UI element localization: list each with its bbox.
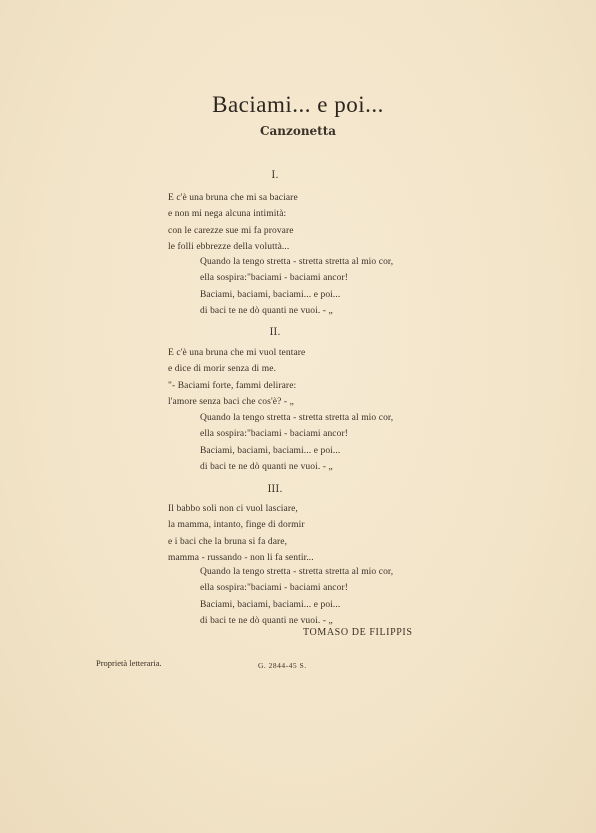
verse-line: con le carezze sue mi fa provare	[168, 225, 294, 236]
stanza-2-numeral: II.	[269, 327, 281, 338]
stanza-2-refrain	[200, 410, 393, 476]
verse-line: le folli ebbrezze della voluttà...	[168, 242, 290, 253]
verse-line: mamma - russando - non li fa sentir...	[168, 553, 314, 564]
verse-line: E c'è una bruna che mi vuol tentare	[168, 348, 306, 358]
verse-line: "- Baciami forte, fammi delirare:	[168, 380, 297, 391]
stanza-3-numeral: III.	[267, 484, 283, 495]
refrain-line: Quando la tengo stretta - stretta stretta al mio cor,	[200, 567, 394, 577]
verse-line: Il babbo soli non ci vuol lasciare,	[168, 504, 298, 514]
refrain-line: Baciami, baciami, baciami... e poi...	[200, 599, 341, 610]
refrain-line: Quando la tengo stretta - stretta stretta al mio cor,	[200, 257, 394, 267]
author-name: TOMASO DE FILIPPIS	[303, 627, 413, 638]
refrain-line: Baciami, baciami, baciami... e poi...	[200, 445, 341, 456]
refrain-line: ella sospira:"baciami - baciami ancor!	[200, 429, 349, 440]
stanza-3-refrain	[200, 564, 393, 630]
song-subtitle: Canzonetta	[259, 124, 337, 138]
refrain-line: Baciami, baciami, baciami... e poi...	[200, 289, 341, 300]
verse-line: e dice di morir senza di me.	[168, 364, 277, 375]
refrain-line: di baci te ne dò quanti ne vuoi. - „	[200, 462, 333, 473]
verse-line: l'amore senza baci che cos'è? - „	[168, 397, 294, 408]
song-title: Baciami... e poi...	[212, 92, 384, 117]
verse-line: e i baci che la bruna si fa dare,	[168, 536, 288, 547]
plate-number: G. 2844-45 S.	[258, 661, 307, 670]
verse-line: E c'è una bruna che mi sa baciare	[168, 193, 298, 203]
refrain-line: ella sospira:"baciami - baciami ancor!	[200, 583, 349, 594]
refrain-line: di baci te ne dò quanti ne vuoi. - „	[200, 616, 333, 627]
stanza-1-verse	[168, 190, 298, 256]
refrain-line: ella sospira:"baciami - baciami ancor!	[200, 273, 349, 284]
verse-line: e non mi nega alcuna intimità:	[168, 209, 287, 220]
stanza-2-verse	[168, 345, 305, 411]
refrain-line: Quando la tengo stretta - stretta stretta al mio cor,	[200, 413, 394, 423]
verse-line: la mamma, intanto, finge di dormir	[168, 520, 305, 531]
stanza-3-verse	[168, 501, 314, 567]
stanza-1-numeral: I.	[271, 170, 279, 181]
stanza-1-refrain	[200, 254, 393, 320]
refrain-line: di baci te ne dò quanti ne vuoi. - „	[200, 306, 333, 317]
rights-notice: Proprietà letteraria.	[96, 658, 162, 668]
